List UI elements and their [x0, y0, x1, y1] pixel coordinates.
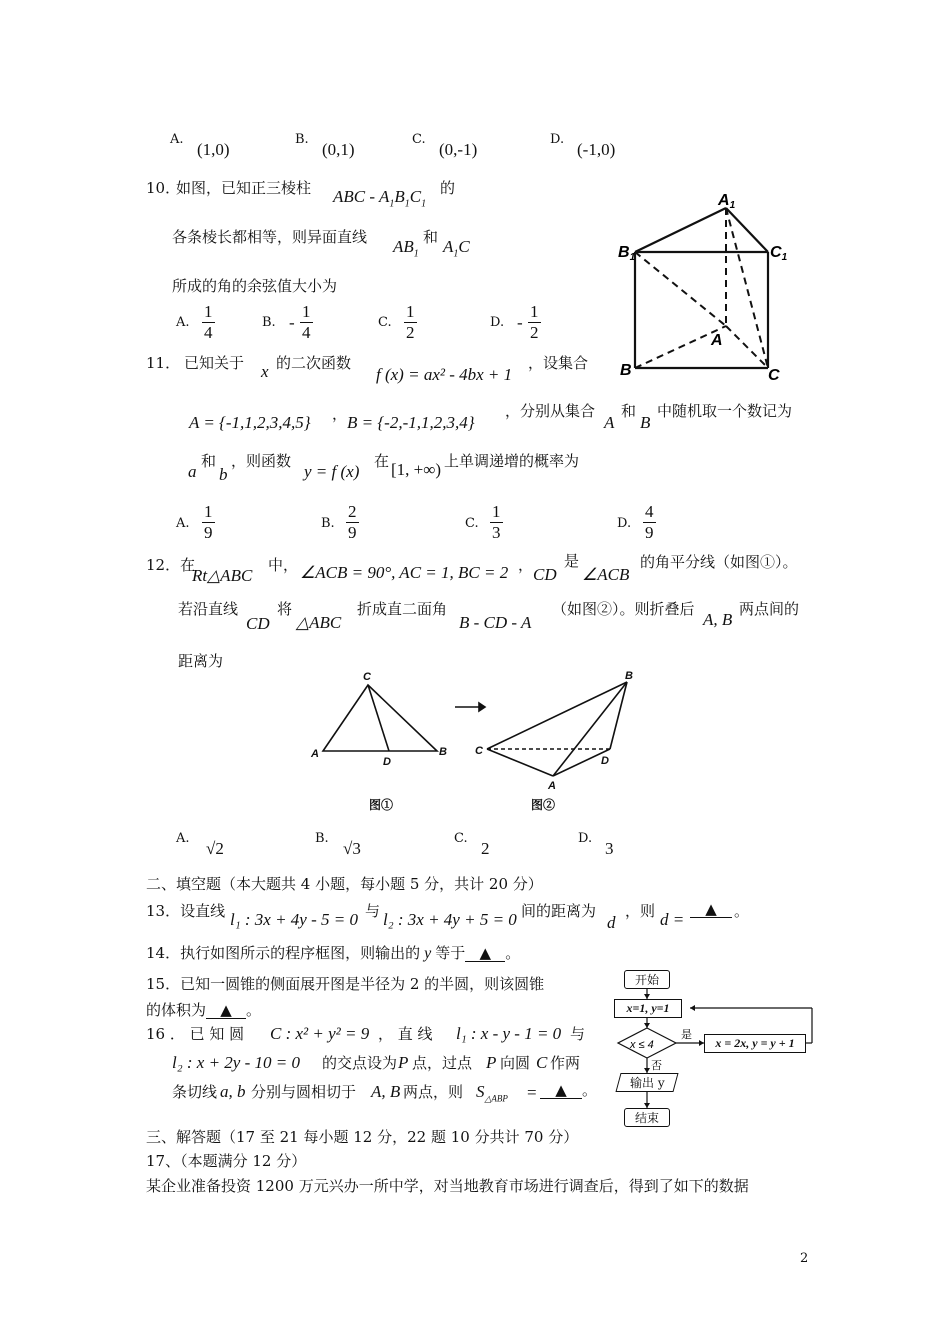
q12-option-b-value: √3 [343, 839, 361, 858]
q11-text-g: 上单调递增的概率为 [444, 452, 580, 470]
prism-label-b1: B1 [618, 244, 636, 263]
q9-option-a-value: (1,0) [197, 140, 230, 159]
flowchart-end: 结束 [624, 1108, 670, 1127]
q11-and: 和 [621, 402, 637, 420]
q12-jiang: 将 [277, 600, 293, 618]
page-number: 2 [800, 1251, 809, 1266]
q10-option-b-sign: - [289, 313, 295, 332]
q17-line1: 某企业准备投资 1200 万元兴办一所中学，对当地教育市场进行调查后，得到了如下的数据 [146, 1177, 749, 1195]
q13-mid: 间的距离为 [521, 902, 597, 920]
q16-area: $S_{\triangle ABP}$ [476, 1082, 508, 1104]
flowchart-start: 开始 [624, 970, 670, 989]
q10-and: 和 [423, 228, 439, 246]
q16-C: C [536, 1053, 548, 1072]
q11-option-b-label: B. [321, 516, 335, 531]
q10-option-a-fraction: $\frac{1}{4}$ [204, 302, 213, 342]
q12-number: 12．在 [146, 556, 196, 574]
q11-number: 11． [146, 354, 181, 372]
q12-cd: CD [533, 565, 557, 584]
q12-option-a-label: A. [176, 831, 190, 846]
fold-fig1-label-c: C [363, 671, 371, 683]
q16-equals: = [527, 1083, 537, 1102]
q13-answer-blank: ▲ [690, 902, 732, 918]
q13-ze: ，则 [625, 902, 656, 920]
q12-cd2: CD [246, 614, 270, 633]
q11-y-eq: y = f (x) [304, 462, 360, 481]
q10-prism: ABC - $A_1B_1C_1$ [333, 187, 427, 210]
q14-text: 14．执行如图所示的程序框图，则输出的 y 等于 ▲ 。 [146, 944, 521, 962]
fold-fig2-label-a: A [548, 780, 556, 792]
q11-set-b: B = {-2,-1,1,2,3,4} [347, 413, 475, 432]
flowchart-init: x=1, y=1 [614, 999, 682, 1018]
fold-fig1-label-d: D [383, 756, 391, 768]
q12-option-b-label: B. [315, 831, 329, 846]
q9-option-a-label: A. [170, 132, 184, 147]
fold-fig1-label-b: B [439, 746, 447, 758]
q16-line2-b: 点，过点 [412, 1054, 473, 1072]
prism-label-a1: A1 [718, 192, 736, 211]
q9-option-c-value: (0,-1) [439, 140, 478, 159]
prism-label-a: A [711, 332, 723, 349]
q11-text-b: 的二次函数 [276, 354, 352, 372]
q15-line1: 15．已知一圆锥的侧面展开图是半径为 2 的半圆，则该圆锥 [146, 975, 545, 993]
q16-line1-c: 与 [570, 1025, 586, 1043]
q13-line-l1: l₁ : 3x + 4y - 5 = 0 [230, 910, 358, 929]
q16-line2-a: 的交点设为 [322, 1054, 398, 1072]
q11-option-b-fraction: $\frac{2}{9}$ [348, 502, 357, 542]
q16-line1-a: 16 ． 已 知 圆 [146, 1025, 245, 1043]
q13-number: 13．设直线 [146, 902, 226, 920]
q12-option-c-value: 2 [481, 839, 490, 858]
q16-answer-blank: ▲ 。 [540, 1083, 597, 1099]
q11-b: b [219, 465, 228, 484]
q9-option-b-label: B. [295, 132, 309, 147]
q11-a: a [188, 462, 197, 481]
q11-x: x [261, 362, 269, 381]
fold-figures [305, 665, 655, 815]
q11-set-a: A = {-1,1,2,3,4,5} [189, 413, 311, 432]
q9-option-d-label: D. [550, 132, 565, 147]
q9-option-d-value: (-1,0) [577, 140, 616, 159]
q11-option-a-fraction: $\frac{1}{9}$ [204, 502, 213, 542]
prism-label-c: C [768, 367, 780, 384]
q11-comma: ， [332, 405, 348, 423]
q10-option-c-label: C. [378, 315, 392, 330]
prism-label-b: B [620, 362, 632, 379]
q16-line-l2: l₂ : x + 2y - 10 = 0 [172, 1053, 300, 1072]
q12-option-d-label: D. [578, 831, 593, 846]
section3-heading: 三、解答题（17 至 21 每小题 12 分，22 题 10 分共计 70 分） [146, 1128, 579, 1146]
q12-option-c-label: C. [454, 831, 468, 846]
flowchart-condition: x ≤ 4 [630, 1039, 654, 1051]
flowchart-yes-label: 是 [681, 1029, 692, 1041]
q16-line3-c: 两点，则 [403, 1083, 464, 1101]
q10-number: 10． [146, 179, 181, 197]
q11-function: f (x) = ax² - 4bx + 1 [376, 365, 513, 384]
q12-angle-acb: ∠ACB [582, 565, 630, 584]
q16-line1-b: ， 直 线 [378, 1025, 433, 1043]
q12-dihedral: B - CD - A [459, 613, 532, 632]
q11-text-d: ，分别从集合 [505, 402, 596, 420]
q13-d: d [607, 913, 616, 932]
q10-a1c: $A_1C$ [443, 237, 470, 260]
fold-fig2-label-c: C [475, 745, 483, 757]
q16-line-l1: l₁ : x - y - 1 = 0 [456, 1024, 562, 1043]
fold-fig2-caption: 图② [531, 798, 556, 812]
q12-line2-a: 若沿直线 [178, 600, 239, 618]
flowchart-no-label: 否 [651, 1060, 662, 1072]
q11-option-d-fraction: $\frac{4}{9}$ [645, 502, 654, 542]
q9-option-b-value: (0,1) [322, 140, 355, 159]
q11-option-c-label: C. [465, 516, 479, 531]
q10-line1: 如图，已知正三棱柱 [176, 179, 312, 197]
q13-end: 。 [734, 902, 750, 920]
q16-line2-d: 作两 [550, 1054, 581, 1072]
q11-B: B [640, 413, 651, 432]
q12-option-a-value: √2 [206, 839, 224, 858]
q10-line2: 各条棱长都相等，则异面直线 [172, 228, 368, 246]
q12-triangle: △ABC [296, 613, 342, 632]
q10-option-a-label: A. [176, 315, 190, 330]
q12-line2-c: （如图②）。则折叠后 [552, 600, 695, 618]
q16-ab: a, b [220, 1082, 246, 1101]
q12-zhong: 中， [268, 556, 299, 574]
q13-line-l2: l₂ : 3x + 4y + 5 = 0 [383, 910, 517, 929]
q12-comma: ， [518, 556, 534, 574]
q10-option-d-sign: - [517, 313, 523, 332]
q11-zai: 在 [374, 452, 390, 470]
q11-and2: 和 [201, 452, 217, 470]
q16-P2: P [486, 1053, 497, 1072]
q10-ab1: $AB_1$ [393, 237, 419, 260]
q10-option-d-label: D. [490, 315, 505, 330]
q16-line3-a: 条切线 [172, 1083, 218, 1101]
q12-line2-d: 两点间的 [739, 600, 800, 618]
q12-line3: 距离为 [178, 652, 224, 670]
q10-option-d-fraction: $\frac{1}{2}$ [530, 302, 539, 342]
q13-d-eq: d = [660, 910, 685, 929]
q12-option-d-value: 3 [605, 839, 614, 858]
fold-fig2-label-b: B [625, 670, 633, 682]
flowchart-output: 输出 y [615, 1073, 678, 1092]
fold-fig1-caption: 图① [369, 798, 394, 812]
q11-interval: [1, +∞) [391, 460, 442, 479]
q11-text-e: 中随机取一个数记为 [657, 402, 793, 420]
flowchart-update: x = 2x, y = y + 1 [704, 1034, 806, 1053]
q11-text-a: 已知关于 [184, 354, 245, 372]
q10-line1-end: 的 [440, 179, 456, 197]
prism-figure [600, 188, 800, 388]
q13-yu: 与 [365, 902, 381, 920]
q12-shi: 是 [564, 552, 580, 570]
q16-line2-c: 向圆 [500, 1054, 531, 1072]
q10-option-c-fraction: $\frac{1}{2}$ [406, 302, 415, 342]
q15-line2: 的体积为 ▲ 。 [146, 1001, 262, 1019]
q11-option-d-label: D. [617, 516, 632, 531]
prism-label-c1: C1 [770, 244, 788, 263]
section2-heading: 二、填空题（本大题共 4 小题，每小题 5 分，共计 20 分） [146, 875, 543, 893]
q16-P: P [398, 1053, 409, 1072]
q11-text-f: ，则函数 [231, 452, 292, 470]
q16-line3-b: 分别与圆相切于 [251, 1083, 357, 1101]
q11-option-a-label: A. [176, 516, 190, 531]
q10-line3: 所成的角的余弦值大小为 [172, 277, 338, 295]
q11-option-c-fraction: $\frac{1}{3}$ [492, 502, 501, 542]
q12-rt-triangle: Rt△ABC [192, 566, 253, 585]
q10-option-b-label: B. [262, 315, 276, 330]
q16-circle: C : x² + y² = 9 [270, 1024, 370, 1043]
q12-ab: A, B [703, 610, 733, 629]
fold-fig2-label-d: D [601, 755, 609, 767]
q17-title: 17、（本题满分 12 分） [146, 1152, 307, 1170]
q9-option-c-label: C. [412, 132, 426, 147]
q10-option-b-fraction: $\frac{1}{4}$ [302, 302, 311, 342]
q11-text-c: ，设集合 [528, 354, 589, 372]
q12-line2-b: 折成直二面角 [357, 600, 448, 618]
q12-conditions: ∠ACB = 90°, AC = 1, BC = 2 [300, 563, 509, 582]
q11-A: A [604, 413, 615, 432]
q16-AB: A, B [371, 1082, 401, 1101]
fold-fig1-label-a: A [311, 748, 319, 760]
q12-line1-end: 的角平分线（如图①）。 [640, 553, 798, 571]
